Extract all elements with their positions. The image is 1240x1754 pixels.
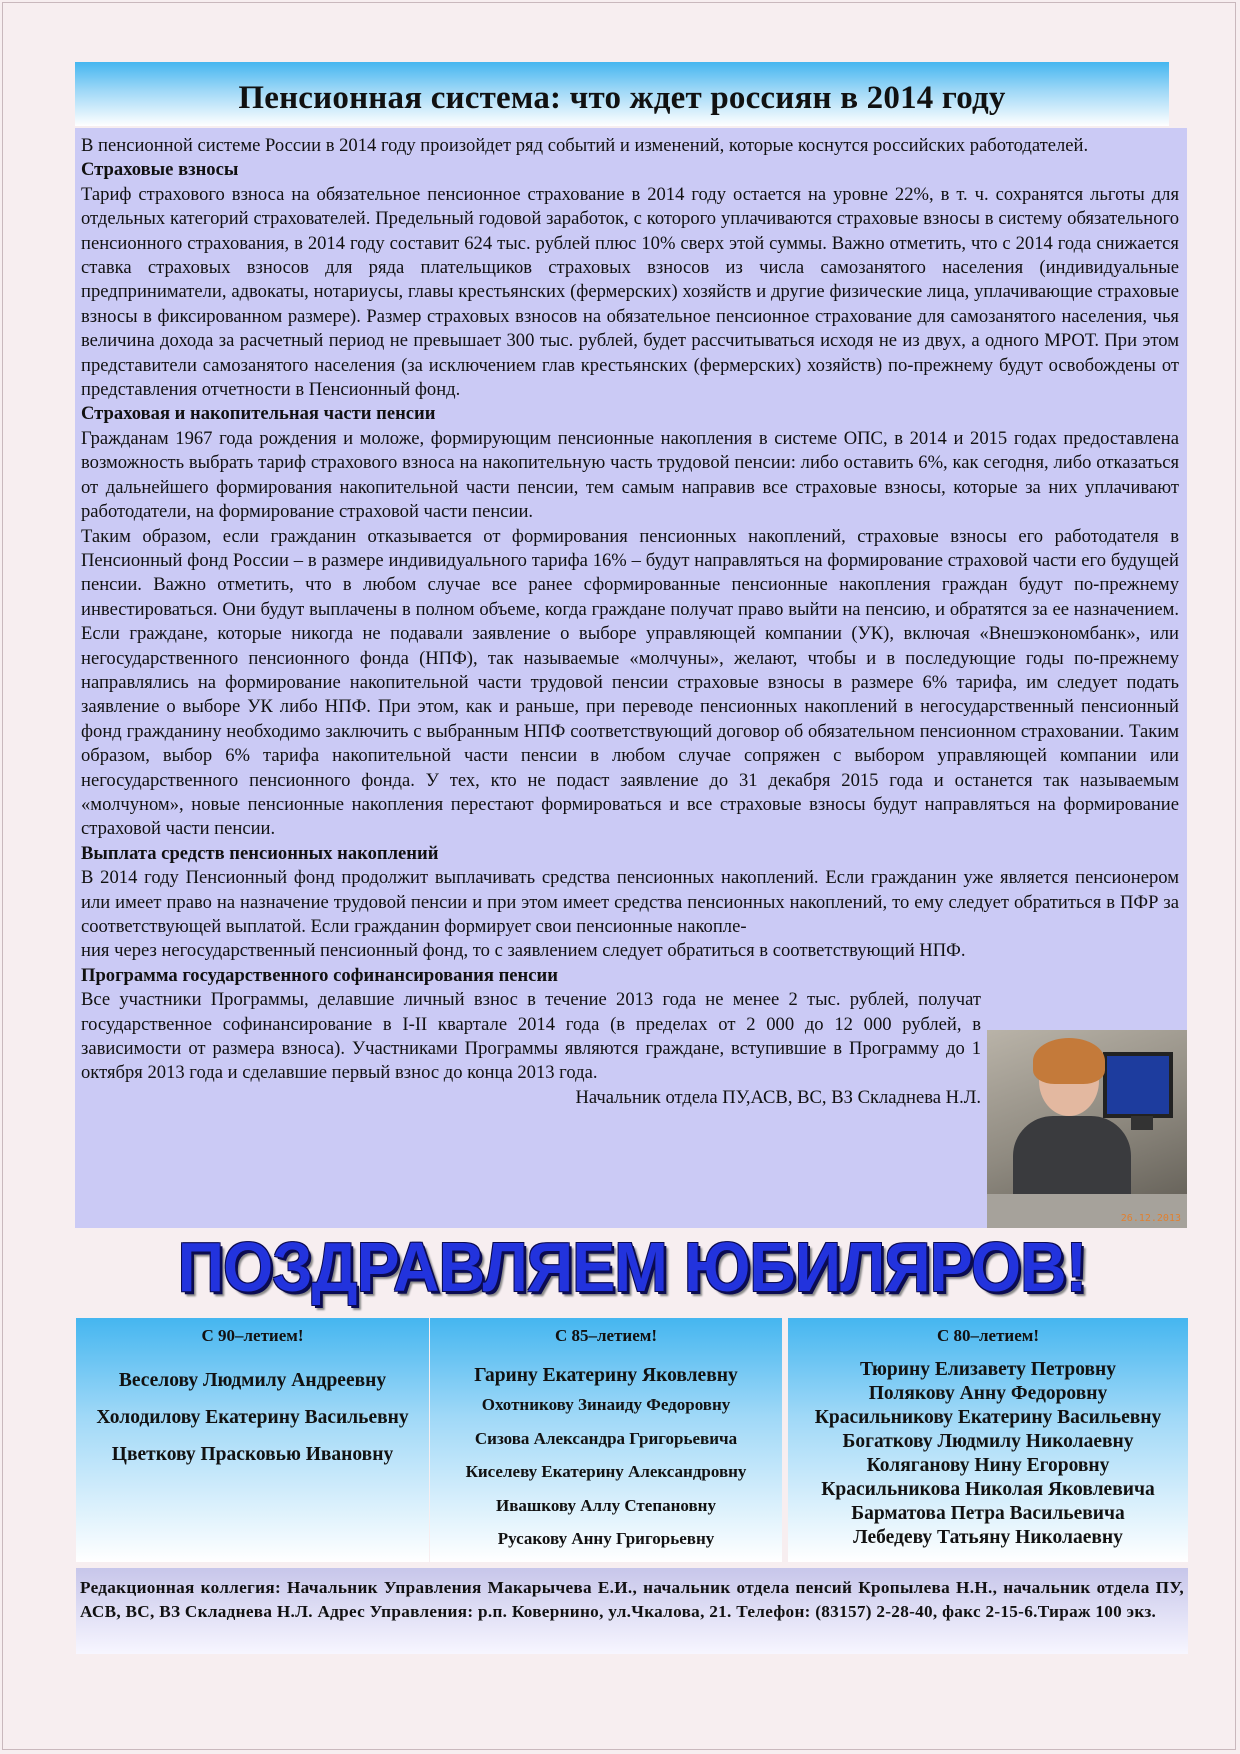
paragraph-pension-parts-1: Гражданам 1967 года рождения и моложе, формирующим пенсионные накопления в системе ОПС, в 2014 и 2015 годах предоставлена возможность выбрать тариф страхового взноса на накопительную часть трудовой пенсии: либо оставить 6%, как сегодня, либо отказаться от дальнейшего формирования накопительной части пенсии, тем самым направив все страховые взносы, которые за них уплачивают работодатели, на формирование страховой части пенсии. [81, 427, 1179, 523]
paragraph-contributions: Тариф страхового взноса на обязательное пенсионное страхование в 2014 году остается на уровне 22%, в т. ч. сохранятся льготы для отдельных категорий страхователей. Предельный годовой заработок, с которого уплачиваются страховые взносы в систему обязательного пенсионного страхования, в 2014 году составит 624 тыс. рублей плюс 10% сверх этой суммы. Важно отметить, что с 2014 года снижается ставка страховых взносов для ряда плательщиков страховых взносов из числа самозанятого населения (индивидуальные предприниматели, адвокаты, нотариусы, главы крестьянских (фермерских) хозяйств и другие физические лица, уплачивающие страховые взносы в фиксированном размере). Размер страховых взносов на обязательное пенсионное страхование для самозанятого населения, чья величина дохода за расчетный период не превышает 300 тыс. рублей, будет рассчитываться исходя не из двух, а одного МРОТ. При этом представители самозанятого населения (за исключением глав крестьянских (фермерских) хозяйств) по-прежнему будут освобождены от представления отчетности в Пенсионный фонд. [81, 183, 1179, 401]
list-item: Красильникова Николая Яковлевича [821, 1479, 1155, 1500]
author-photo [987, 1030, 1187, 1228]
jubilee-heading: С 85–летием! [554, 1326, 658, 1345]
list-item: Гарину Екатерину Яковлевну [474, 1365, 738, 1386]
congratulations-banner: ПОЗДРАВЛЯЕМ ЮБИЛЯРОВ! [177, 1228, 1087, 1306]
title-bar [75, 62, 1169, 126]
jubilee-list [76, 1362, 429, 1473]
page-title: Пенсионная система: что ждет россиян в 2014 году [238, 80, 1006, 116]
jubilee-heading: С 80–летием! [936, 1326, 1040, 1345]
list-item: Полякову Анну Федоровну [868, 1383, 1108, 1404]
list-item: Красильникову Екатерину Васильевну [814, 1407, 1162, 1428]
list-item: Русакову Анну Григорьевну [497, 1529, 715, 1548]
paragraph-payouts-1: В 2014 году Пенсионный фонд продолжит выплачивать средства пенсионных накоплений. Если гражданин уже является пенсионером или имеет право на назначение трудовой пенсии и при этом имеет средства пенсионных накоплений, то ему следует обратиться в ПФР за соответствующей выплатой. Если гражданин формирует свои пенсионные накопле- [81, 867, 1179, 937]
list-item: Цветкову Прасковью Ивановну [111, 1444, 394, 1465]
intro-paragraph: В пенсионной системе России в 2014 году произойдет ряд событий и изменений, которые коснутся российских работодателей. [81, 135, 1089, 156]
list-item: Лебедеву Татьяну Николаевну [853, 1527, 1123, 1548]
monitor-stand-shape [1131, 1116, 1153, 1130]
monitor-shape [1103, 1052, 1173, 1118]
section-heading-cofinancing: Программа государственного софинансирования пенсии [81, 964, 558, 986]
list-item: Сизова Александра Григорьевича [474, 1428, 738, 1448]
list-item: Холодилову Екатерину Васильевну [96, 1407, 409, 1428]
jubilee-column-85 [430, 1318, 782, 1562]
article [75, 128, 1187, 1228]
paragraph-cofinancing: Все участники Программы, делавшие личный взнос в течение 2013 года не менее 2 тыс. рублей, получат государственное софинансирование в I-II квартале 2014 года (в пределах от 2 000 до 12 000 рублей, в зависимости от размера взноса). Участниками Программы являются граждане, вступившие в Программу до 1 октября 2013 года и сделавшие первый взнос до конца 2013 года. [81, 989, 981, 1084]
list-item: Коляганову Нину Егоровну [866, 1455, 1110, 1476]
list-item: Барматова Петра Васильевича [851, 1503, 1125, 1524]
jubilee-column-80 [788, 1318, 1188, 1562]
list-item: Веселову Людмилу Андреевну [118, 1370, 387, 1391]
person-hair-shape [1033, 1038, 1105, 1084]
list-item: Киселеву Екатерину Александровну [465, 1462, 747, 1481]
list-item: Ивашкову Аллу Степановну [496, 1495, 716, 1515]
jubilee-list [788, 1358, 1188, 1550]
jubilee-heading: С 90–летием! [201, 1326, 304, 1345]
article-signature: Начальник отдела ПУ,АСВ, ВС, ВЗ Складнева Н.Л. [575, 1086, 981, 1108]
editorial-footer [76, 1568, 1188, 1654]
photo-timestamp: 26.12.2013 [1120, 1213, 1181, 1224]
list-item: Охотникову Зинаиду Федоровну [481, 1395, 731, 1414]
section-heading-pension-parts: Страховая и накопительная части пенсии [81, 403, 436, 425]
paragraph-pension-parts-2: Таким образом, если гражданин отказывается от формирования пенсионных накоплений, страховые взносы его работодателя в Пенсионный фонд России – в размере индивидуального тарифа 16% – будут направляться на формирование страховой части его будущей пенсии. Важно отметить, что в любом случае все ранее сформированные пенсионные накопления граждан будут по-прежнему инвестироваться. Они будут выплачены в полном объеме, когда граждане получат право выйти на пенсию, и обратятся за ее назначением. Если граждане, которые никогда не подавали заявление о выборе управляющей компании (УК), включая «Внешэкономбанк», или негосударственного пенсионного фонда (НПФ), так называемые «молчуны», желают, чтобы и в последующие годы по-прежнему направлялись на формирование накопительной части трудовой пенсии страховые взносы в размере 6% тарифа, им следует подать заявление о выборе УК либо НПФ. При этом, как и раньше, при переводе пенсионных накоплений в негосударственный пенсионный фонд гражданину необходимо заключить с выбранным НПФ соответствующий договор об обязательном пенсионном страховании. Таким образом, выбор 6% тарифа накопительной части пенсии в любом случае сопряжен с выбором управляющей компании или негосударственного пенсионного фонда. У тех, кто не подаст заявление до 31 декабря 2015 года и останется так называемым «молчуном», новые пенсионные накопления перестают формироваться и все страховые взносы будут направляться на формирование страховой части пенсии. [81, 525, 1179, 840]
section-heading-payouts: Выплата средств пенсионных накоплений [81, 842, 439, 864]
list-item: Богаткову Людмилу Николаевну [842, 1431, 1134, 1452]
list-item: Тюрину Елизавету Петровну [859, 1359, 1117, 1380]
section-heading-contributions: Страховые взносы [81, 159, 239, 181]
footer-text: Редакционная коллегия: Начальник Управления Макарычева Е.И., начальник отдела пенсий Кропылева Н.Н., начальник отдела ПУ, АСВ, ВС, ВЗ Складнева Н.Л. Адрес Управления: р.п. Ковернино, ул.Чкалова, 21. Телефон: (83157) 2-28-40, факс 2-15-6.Тираж 100 экз. [80, 1578, 1184, 1621]
jubilee-list [430, 1364, 782, 1556]
jubilee-column-90 [76, 1318, 429, 1562]
article-text [81, 134, 1179, 1110]
paragraph-payouts-2: ния через негосударственный пенсионный фонд, то с заявлением следует обратиться в соответствующий НПФ. [81, 940, 966, 962]
